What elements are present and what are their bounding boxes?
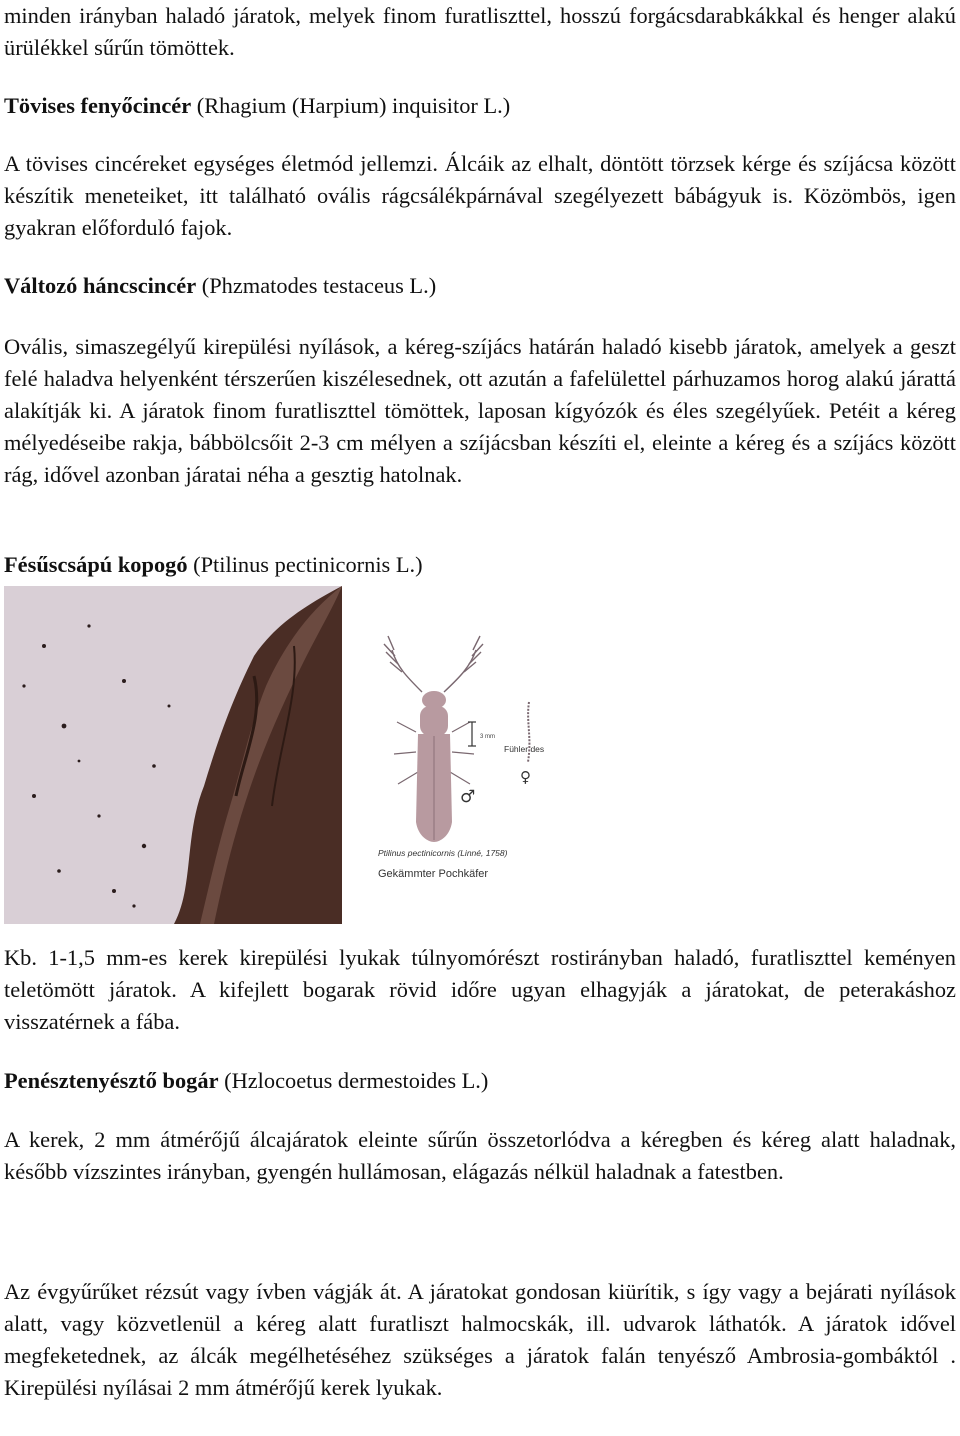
phymatodes-paragraph: Ovális, simaszegélyű kirepülési nyílások, a kéreg-szíjács határán haladó kisebb járatok, amelyek a geszt felé haladva helyenként térszerűen kiszélesednek, ott azután a fafelülettel párhuzamos horog alakú járattá alakítják ki. A járatok finom furatliszttel tömöttek, laposan kígyózók és éles szegélyűek. Petéit a kéreg mélyedéseibe rakja, bábbölcsőit 2-3 cm mélyen a szíjácsban készíti el, eleinte a kéreg és a szíjács között rág, idővel azonban járatai néha a gesztig hatolnak. xyxy=(4,334,956,487)
rhagium-heading xyxy=(4,90,956,122)
female-symbol: ♀ xyxy=(520,768,531,786)
antenna-label: Fühler des xyxy=(504,744,545,754)
male-symbol: ♂ xyxy=(460,787,476,807)
phymatodes-heading-rest: (Phzmatodes testaceus L.) xyxy=(196,273,437,298)
rhagium-heading-bold: Tövises fenyőcincér xyxy=(4,93,192,118)
ptilinus-heading-bold: Fésűscsápú kopogó xyxy=(4,552,188,577)
hylecoetus-heading-rest: (Hzlocoetus dermestoides L.) xyxy=(218,1068,489,1093)
hylecoetus-paragraph: A kerek, 2 mm átmérőjű álcajáratok eleinte sűrűn összetorlódva a kéregben és kéreg alatt haladnak, később vízszintes irányban, gyengén hullámosan, elágazás nélkül haladnak a fatestben. xyxy=(4,1127,956,1184)
intro-paragraph: minden irányban haladó járatok, melyek finom furatliszttel, hosszú forgácsdarabkákkal és henger alakú ürülékkel sűrűn tömöttek. xyxy=(4,3,956,60)
hylecoetus-heading xyxy=(4,1065,956,1097)
figure-caption-line2: Gekämmter Pochkäfer xyxy=(378,868,489,880)
phymatodes-heading-bold: Változó háncscincér xyxy=(4,273,197,298)
ptilinus-heading xyxy=(4,549,956,581)
scale-label: 3 mm xyxy=(480,734,495,740)
rhagium-paragraph: A tövises cincéreket egységes életmód jellemzi. Álcáik az elhalt, döntött törzsek kérge és szíjácsa között készítik meneteiket, itt található ovális rágcsálékpárnával szegélyezett bábágyuk is. Közömbös, igen gyakran előforduló fajok. xyxy=(4,151,956,240)
phymatodes-heading xyxy=(4,270,956,302)
rhagium-heading-rest: (Rhagium (Harpium) inquisitor L.) xyxy=(191,93,511,118)
bored-wood-photo xyxy=(4,586,342,924)
ptilinus-heading-rest: (Ptilinus pectinicornis L.) xyxy=(187,552,423,577)
ptilinus-paragraph: Kb. 1-1,5 mm-es kerek kirepülési lyukak túlnyomórészt rostirányban haladó, furatliszttel keményen teletömött járatok. A kifejlett bogarak rövid időre ugyan elhagyják a járatokat, de peterakáshoz visszatérnek a fába. xyxy=(4,945,956,1034)
ptilinus-beetle-plate xyxy=(342,622,592,866)
hylecoetus-paragraph-2: Az évgyűrűket rézsút vagy ívben vágják át. A járatokat gondosan kiürítik, s így vagy a bejárati nyílások alatt, vagy közvetlenül a kéreg alatt furatliszt halmocskák, ill. udvarok láthatók. A járatok idővel megfeketednek, az álcák megélhetéséhez szükséges a járatok falán tenyésző Ambrosia-gombáktól . Kirepülési nyílásai 2 mm átmérőjű kerek lyukak. xyxy=(4,1279,956,1400)
hylecoetus-heading-bold: Penésztenyésztő bogár xyxy=(4,1068,219,1093)
figure-caption-line1: Ptilinus pectinicornis (Linné, 1758) xyxy=(378,848,508,858)
ptilinus-figure xyxy=(4,586,604,930)
